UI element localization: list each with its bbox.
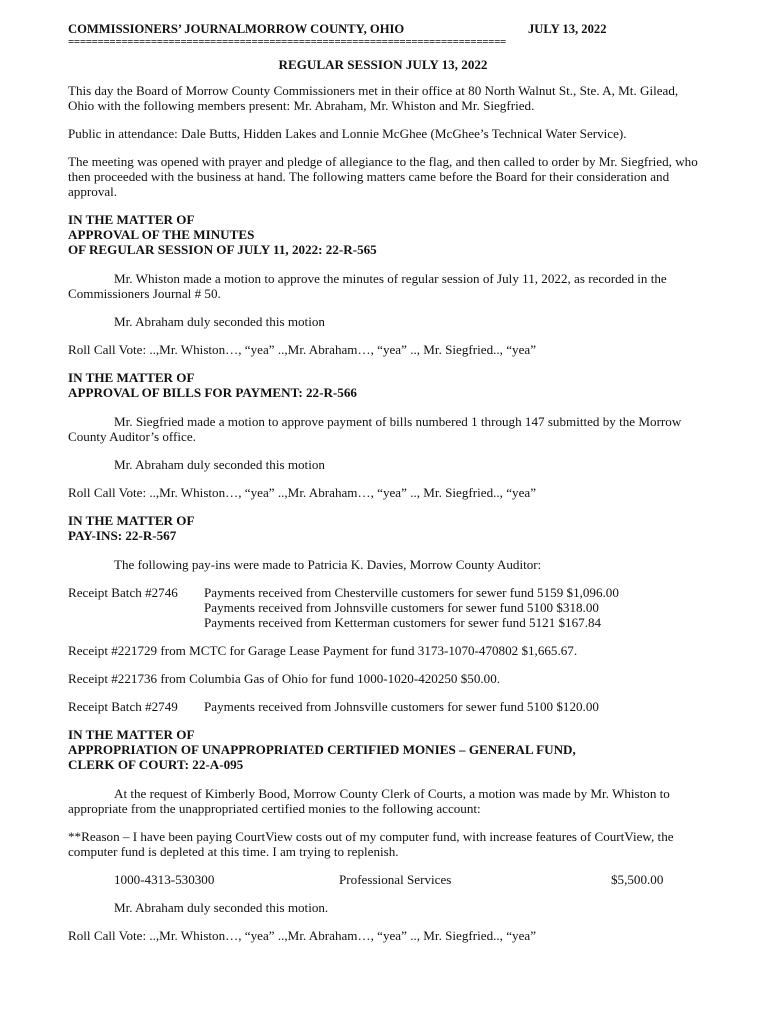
receipt-batch-2746 — [68, 585, 698, 630]
payins-heading: IN THE MATTER OF PAY-INS: 22-R-567 — [68, 513, 195, 543]
appropriation-account-row — [68, 872, 698, 887]
bills-roll-call: Roll Call Vote: ..,Mr. Whiston…, “yea” ..,Mr. Abraham…, “yea” .., Mr. Siegfried.., “yea” — [68, 485, 537, 500]
minutes-motion: Mr. Whiston made a motion to approve the minutes of regular session of July 11, 2022, as recorded in the Commissioners Journal # 50. — [68, 271, 667, 301]
bills-second: Mr. Abraham duly seconded this motion — [114, 457, 325, 472]
journal-date: JULY 13, 2022 — [528, 22, 607, 36]
intro-public: Public in attendance: Dale Butts, Hidden Lakes and Lonnie McGhee (McGhee’s Technical Water Service). — [68, 126, 627, 141]
account-description: Professional Services — [339, 872, 452, 887]
appropriation-heading: IN THE MATTER OF APPROPRIATION OF UNAPPROPRIATED CERTIFIED MONIES – GENERAL FUND, CLERK OF COURT: 22-A-095 — [68, 727, 576, 772]
page-header — [68, 22, 698, 38]
header-rule: ========================================================================== — [68, 38, 506, 47]
appropriation-reason: **Reason – I have been paying CourtView costs out of my computer fund, with increase features of CourtView, the computer fund is depleted at this time. I am trying to replenish. — [68, 829, 674, 859]
receipt-221736: Receipt #221736 from Columbia Gas of Ohio for fund 1000-1020-420250 $50.00. — [68, 671, 501, 686]
payins-intro: The following pay-ins were made to Patricia K. Davies, Morrow County Auditor: — [114, 557, 542, 572]
intro-opening: The meeting was opened with prayer and pledge of allegiance to the flag, and then called to order by Mr. Siegfried, who then proceeded with the business at hand. The following matters came before the Board for their consideration and approval. — [68, 154, 698, 199]
receipt-batch-2749 — [68, 699, 698, 714]
batch-line: Payments received from Johnsville customers for sewer fund 5100 $318.00 — [204, 600, 599, 615]
minutes-heading: IN THE MATTER OF APPROVAL OF THE MINUTES OF REGULAR SESSION OF JULY 11, 2022: 22-R-565 — [68, 212, 377, 257]
appropriation-second: Mr. Abraham duly seconded this motion. — [114, 900, 329, 915]
session-title: REGULAR SESSION JULY 13, 2022 — [278, 57, 488, 72]
appropriation-motion: At the request of Kimberly Bood, Morrow County Clerk of Courts, a motion was made by Mr. Whiston to appropriate from the unappropriated certified monies to the following account: — [68, 786, 670, 816]
receipt-221729: Receipt #221729 from MCTC for Garage Lease Payment for fund 3173-1070-470802 $1,665.67. — [68, 643, 578, 658]
bills-motion: Mr. Siegfried made a motion to approve payment of bills numbered 1 through 147 submitted by the Morrow County Auditor’s office. — [68, 414, 682, 444]
batch-line: Payments received from Chesterville customers for sewer fund 5159 $1,096.00 — [204, 585, 619, 600]
batch-line: Payments received from Ketterman customers for sewer fund 5121 $167.84 — [204, 615, 602, 630]
county-name: MORROW COUNTY, OHIO — [245, 22, 405, 36]
batch-label: Receipt Batch #2746 — [68, 585, 178, 600]
minutes-second: Mr. Abraham duly seconded this motion — [114, 314, 325, 329]
appropriation-roll-call: Roll Call Vote: ..,Mr. Whiston…, “yea” ..,Mr. Abraham…, “yea” .., Mr. Siegfried.., “yea” — [68, 928, 537, 943]
account-number: 1000-4313-530300 — [114, 872, 215, 887]
batch-line: Payments received from Johnsville customers for sewer fund 5100 $120.00 — [204, 699, 599, 714]
account-amount: $5,500.00 — [611, 872, 664, 887]
journal-page — [68, 22, 698, 956]
intro-members: This day the Board of Morrow County Commissioners met in their office at 80 North Walnut St., Ste. A, Mt. Gilead, Ohio with the following members present: Mr. Abraham, Mr. Whiston and Mr. Siegfried. — [68, 83, 679, 113]
journal-name: COMMISSIONERS’ JOURNAL — [68, 22, 246, 36]
batch-label: Receipt Batch #2749 — [68, 699, 178, 714]
minutes-roll-call: Roll Call Vote: ..,Mr. Whiston…, “yea” ..,Mr. Abraham…, “yea” .., Mr. Siegfried.., “yea” — [68, 342, 537, 357]
bills-heading: IN THE MATTER OF APPROVAL OF BILLS FOR PAYMENT: 22-R-566 — [68, 370, 357, 400]
